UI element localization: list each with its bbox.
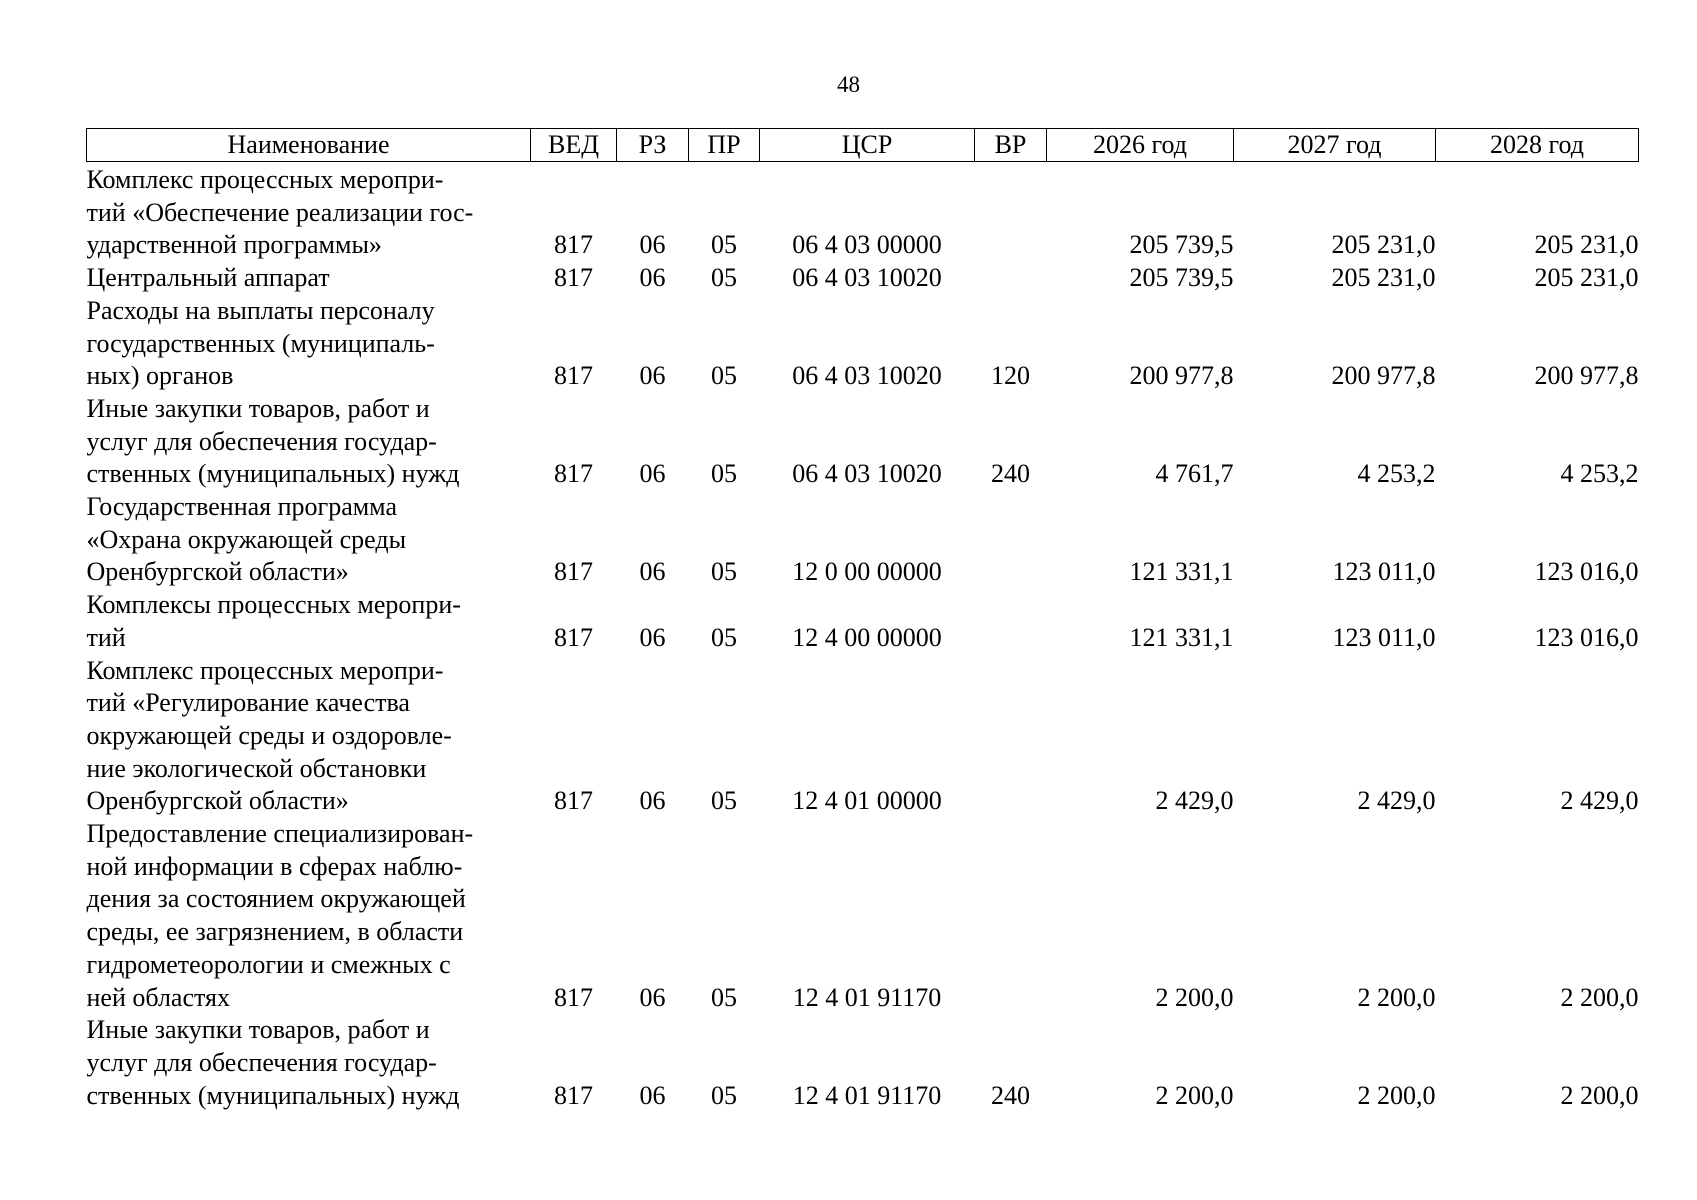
row-name-line: услуг для обеспечения государ- — [86, 426, 437, 456]
csr-cell: 06 4 03 10020 — [792, 361, 942, 391]
row-name-line: ной информации в сферах наблю- — [86, 851, 463, 881]
header-vr: ВР — [975, 129, 1047, 162]
row-name-line: Иные закупки товаров, работ и — [86, 1015, 430, 1045]
table-body — [87, 162, 1639, 1113]
amount-2028-cell: 123 016,0 — [1534, 557, 1639, 587]
csr-cell: 12 4 01 91170 — [792, 1080, 942, 1110]
csr-cell: 06 4 03 00000 — [792, 230, 942, 260]
vr-cell — [975, 162, 1047, 263]
table-row — [87, 589, 1639, 654]
pr-cell: 05 — [711, 982, 737, 1012]
page-number: 48 — [837, 72, 860, 97]
ved-cell: 817 — [554, 982, 593, 1012]
amount-2026-cell: 2 429,0 — [1155, 786, 1234, 816]
amount-2027-cell: 2 200,0 — [1357, 1080, 1436, 1110]
row-name-line: Комплекс процессных меропри- — [86, 655, 444, 685]
amount-2027-cell: 205 231,0 — [1331, 230, 1436, 260]
rz-cell: 06 — [639, 982, 666, 1012]
ved-cell: 817 — [554, 557, 593, 587]
vr-cell: 120 — [991, 361, 1030, 391]
amount-2027-cell: 123 011,0 — [1332, 557, 1436, 587]
header-csr: ЦСР — [760, 129, 975, 162]
row-name-line: Оренбургской области» — [86, 786, 349, 816]
csr-cell: 06 4 03 10020 — [792, 263, 942, 293]
row-name-cell — [87, 818, 531, 1014]
vr-cell: 240 — [991, 459, 1030, 489]
header-2027: 2027 год — [1234, 129, 1436, 162]
row-name-line: услуг для обеспечения государ- — [86, 1047, 437, 1077]
pr-cell: 05 — [711, 459, 737, 489]
table-row — [87, 393, 1639, 491]
budget-table — [86, 128, 1639, 1112]
ved-cell: 817 — [554, 263, 593, 293]
ved-cell: 817 — [554, 361, 593, 391]
row-name-cell — [87, 655, 531, 819]
row-name-line: Центральный аппарат — [86, 263, 330, 293]
row-name-line: тий «Обеспечение реализации гос- — [86, 197, 474, 227]
ved-cell: 817 — [554, 786, 593, 816]
row-name-line: ственных (муниципальных) нужд — [86, 459, 460, 489]
row-name-line: ней областях — [86, 982, 230, 1012]
csr-cell: 12 0 00 00000 — [792, 557, 942, 587]
rz-cell: 06 — [639, 230, 666, 260]
amount-2026-cell: 121 331,1 — [1129, 557, 1234, 587]
row-name-line: ных) органов — [86, 361, 234, 391]
pr-cell: 05 — [711, 263, 737, 293]
table-row — [87, 818, 1639, 1014]
amount-2028-cell: 200 977,8 — [1534, 361, 1639, 391]
amount-2027-cell: 2 429,0 — [1357, 786, 1436, 816]
rz-cell: 06 — [639, 263, 666, 293]
row-name-cell — [87, 393, 531, 491]
amount-2028-cell: 2 200,0 — [1560, 982, 1639, 1012]
rz-cell: 06 — [639, 1080, 666, 1110]
csr-cell: 12 4 01 91170 — [792, 982, 942, 1012]
pr-cell: 05 — [711, 786, 737, 816]
row-name-line: тий — [86, 622, 126, 652]
ved-cell: 817 — [554, 622, 593, 652]
amount-2026-cell: 200 977,8 — [1129, 361, 1234, 391]
amount-2027-cell: 200 977,8 — [1331, 361, 1436, 391]
row-name-line: «Охрана окружающей среды — [86, 524, 407, 554]
amount-2026-cell: 2 200,0 — [1155, 1080, 1234, 1110]
row-name-line: ние экологической обстановки — [86, 753, 427, 783]
amount-2028-cell: 123 016,0 — [1534, 622, 1639, 652]
pr-cell: 05 — [711, 230, 737, 260]
pr-cell: 05 — [711, 622, 737, 652]
rz-cell: 06 — [639, 557, 666, 587]
row-name-line: тий «Регулирование качества — [86, 688, 410, 718]
ved-cell: 817 — [554, 459, 593, 489]
row-name-cell — [87, 589, 531, 654]
csr-cell: 12 4 00 00000 — [792, 622, 942, 652]
rz-cell: 06 — [639, 622, 666, 652]
row-name-line: Предоставление специализирован- — [86, 819, 474, 849]
amount-2026-cell: 4 761,7 — [1155, 459, 1234, 489]
row-name-line: окружающей среды и оздоровле- — [86, 720, 452, 750]
row-name-cell — [87, 1014, 531, 1112]
row-name-line: Государственная программа — [86, 492, 398, 522]
vr-cell — [975, 589, 1047, 654]
vr-cell — [975, 491, 1047, 589]
pr-cell: 05 — [711, 1080, 737, 1110]
amount-2027-cell: 2 200,0 — [1357, 982, 1436, 1012]
table-row — [87, 491, 1639, 589]
table-row — [87, 1014, 1639, 1112]
row-name-cell — [87, 262, 531, 295]
table-row — [87, 295, 1639, 393]
row-name-line: ударственной программы» — [86, 230, 382, 260]
row-name-cell — [87, 295, 531, 393]
csr-cell: 12 4 01 00000 — [792, 786, 942, 816]
header-rz: РЗ — [617, 129, 689, 162]
vr-cell — [975, 818, 1047, 1014]
header-2026: 2026 год — [1047, 129, 1234, 162]
row-name-line: дения за состоянием окружающей — [86, 884, 466, 914]
amount-2027-cell: 4 253,2 — [1357, 459, 1436, 489]
table-row — [87, 262, 1639, 295]
vr-cell: 240 — [991, 1080, 1030, 1110]
rz-cell: 06 — [639, 361, 666, 391]
header-name: Наименование — [87, 129, 531, 162]
header-2028: 2028 год — [1436, 129, 1639, 162]
vr-cell — [975, 655, 1047, 819]
amount-2026-cell: 205 739,5 — [1129, 230, 1234, 260]
row-name-line: среды, ее загрязнением, в области — [86, 917, 464, 947]
row-name-line: Расходы на выплаты персоналу — [86, 295, 435, 325]
amount-2027-cell: 205 231,0 — [1331, 263, 1436, 293]
rz-cell: 06 — [639, 786, 666, 816]
row-name-line: Комплекс процессных меропри- — [86, 165, 444, 194]
row-name-cell — [87, 491, 531, 589]
amount-2026-cell: 2 200,0 — [1155, 982, 1234, 1012]
row-name-line: Оренбургской области» — [86, 557, 349, 587]
amount-2028-cell: 205 231,0 — [1534, 230, 1639, 260]
ved-cell: 817 — [554, 1080, 593, 1110]
csr-cell: 06 4 03 10020 — [792, 459, 942, 489]
row-name-line: государственных (муниципаль- — [86, 328, 435, 358]
amount-2026-cell: 121 331,1 — [1129, 622, 1234, 652]
amount-2028-cell: 205 231,0 — [1534, 263, 1639, 293]
pr-cell: 05 — [711, 361, 737, 391]
amount-2028-cell: 2 429,0 — [1560, 786, 1639, 816]
ved-cell: 817 — [554, 230, 593, 260]
row-name-line: Иные закупки товаров, работ и — [86, 393, 430, 423]
pr-cell: 05 — [711, 557, 737, 587]
header-ved: ВЕД — [531, 129, 617, 162]
row-name-cell — [87, 162, 531, 263]
table-row — [87, 162, 1639, 263]
rz-cell: 06 — [639, 459, 666, 489]
row-name-line: гидрометеорологии и смежных с — [86, 949, 451, 979]
amount-2027-cell: 123 011,0 — [1332, 622, 1436, 652]
header-pr: ПР — [689, 129, 760, 162]
table-row — [87, 655, 1639, 819]
table-header-row — [87, 129, 1639, 162]
row-name-line: Комплексы процессных меропри- — [86, 590, 461, 620]
amount-2028-cell: 2 200,0 — [1560, 1080, 1639, 1110]
vr-cell — [975, 262, 1047, 295]
amount-2028-cell: 4 253,2 — [1560, 459, 1639, 489]
row-name-line: ственных (муниципальных) нужд — [86, 1080, 460, 1110]
amount-2026-cell: 205 739,5 — [1129, 263, 1234, 293]
